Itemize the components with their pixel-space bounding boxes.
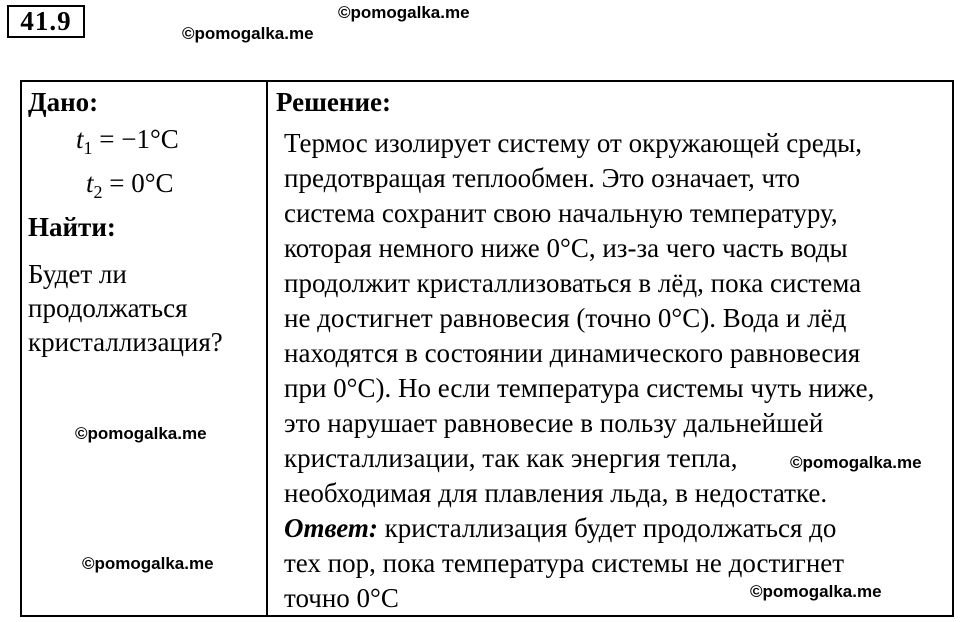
answer-line: тех пор, пока температура системы не достигнет	[284, 548, 845, 578]
solution-line: не достигнет равновесия (точно 0°C). Вода и лёд	[284, 303, 847, 333]
watermark: ©pomogalka.me	[790, 453, 922, 472]
given-heading: Дано:	[28, 87, 99, 117]
solution-line: предотвращая теплообмен. Это означает, что	[284, 163, 801, 193]
find-heading: Найти:	[28, 212, 116, 242]
problem-number: 41.9	[7, 5, 85, 38]
answer-text: кристаллизация будет продолжаться до	[377, 513, 837, 543]
formula-t2	[86, 168, 174, 202]
solution-line: находятся в состоянии динамического равновесия	[284, 338, 861, 368]
formula-t1	[76, 124, 179, 158]
answer-label: Ответ:	[284, 513, 378, 543]
answer-line: точно 0°C	[284, 583, 399, 613]
solution-line: кристаллизации, так как энергия тепла,	[284, 443, 738, 473]
solution-line: которая немного ниже 0°C, из-за чего часть воды	[284, 233, 848, 263]
formula-value: = 0°C	[109, 168, 174, 198]
question-line: продолжаться	[28, 293, 188, 323]
solution-line: при 0°C). Но если температура системы чуть ниже,	[284, 373, 875, 403]
watermark: ©pomogalka.me	[82, 554, 214, 573]
solution-line: это нарушает равновесие в пользу дальнейшей	[284, 408, 824, 438]
solution-line: продолжит кристаллизоваться в лёд, пока система	[284, 268, 862, 298]
watermark: ©pomogalka.me	[750, 582, 882, 601]
column-divider	[266, 80, 268, 617]
formula-sub: 2	[93, 182, 103, 202]
formula-sub: 1	[83, 138, 93, 158]
solution-line: система сохранит свою начальную температуру,	[284, 198, 838, 228]
watermark: ©pomogalka.me	[75, 424, 207, 443]
formula-value: = −1°C	[99, 124, 179, 154]
answer-line	[284, 513, 836, 543]
solution-heading: Решение:	[276, 87, 391, 117]
watermark: ©pomogalka.me	[338, 3, 470, 22]
solution-line: Термос изолирует систему от окружающей среды,	[284, 128, 863, 158]
question-line: Будет ли	[28, 259, 127, 289]
question-line: кристаллизация?	[28, 327, 223, 357]
formula-var: t	[86, 168, 94, 198]
formula-var: t	[76, 124, 84, 154]
watermark: ©pomogalka.me	[182, 24, 314, 43]
solution-line: необходимая для плавления льда, в недостатке.	[284, 478, 828, 508]
